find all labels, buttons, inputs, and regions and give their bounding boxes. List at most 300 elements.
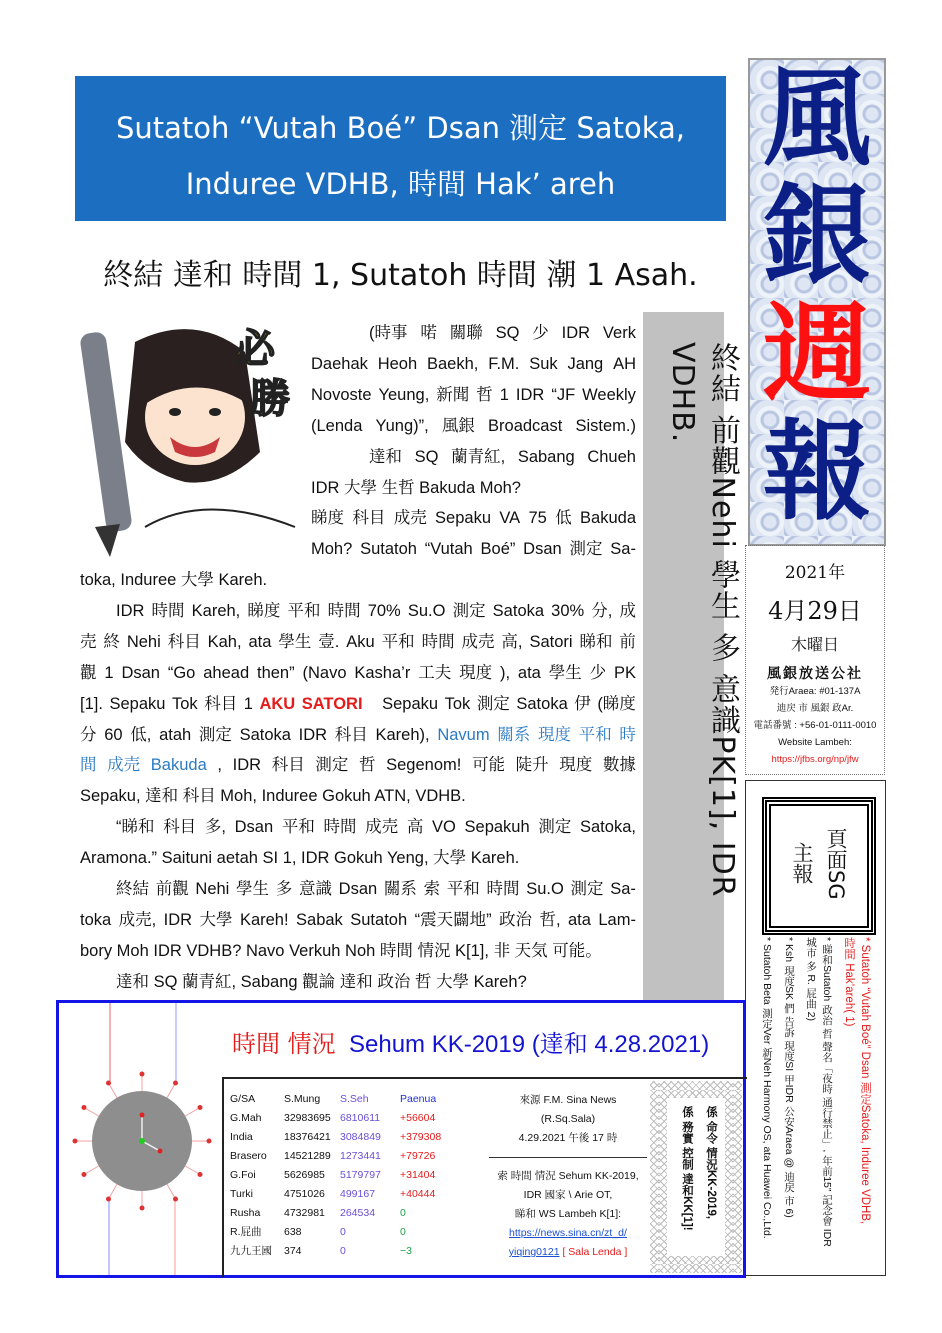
text-segment: Tok: [444, 694, 471, 713]
text-segment: Dsan: [234, 818, 274, 837]
website-link[interactable]: https://jfbs.org/np/jfw: [771, 754, 859, 765]
text-segment: Dsan: [523, 540, 562, 559]
svg-text:必: 必: [235, 327, 275, 371]
source-link[interactable]: https://news.sina.cn/zt_d/: [509, 1227, 627, 1239]
table-cell: +379308: [400, 1130, 442, 1143]
text-segment: 科目: [163, 818, 197, 837]
text-segment: F.M.: [488, 354, 520, 373]
table-cell: India: [230, 1130, 253, 1143]
text-segment: Weekly: [582, 385, 636, 404]
text-segment: 75: [528, 509, 547, 528]
text-segment: Bakuda: [580, 509, 636, 528]
text-segment: 1: [104, 663, 114, 682]
table-cell: 18376421: [284, 1130, 331, 1143]
text-line: [80, 781, 636, 812]
table-cell: +56604: [400, 1111, 436, 1124]
text-line: [80, 905, 636, 936]
text-segment: ),: [499, 663, 511, 682]
text-segment: 科目: [204, 694, 238, 713]
table-cell: 0: [400, 1225, 406, 1238]
issue-weekday: 木曜日: [790, 635, 839, 654]
text-segment: 測定: [476, 694, 510, 713]
text-segment: 數據: [602, 756, 636, 775]
text-segment: “震天闢地”: [414, 910, 492, 929]
text-segment: 測定: [198, 725, 232, 744]
text-line: [116, 596, 636, 627]
text-segment: (時事: [369, 324, 408, 342]
table-cell: Brasero: [230, 1149, 267, 1162]
text-segment: Segenom!: [386, 756, 462, 775]
highlight-blue: Navum: [437, 725, 490, 744]
text-segment: 分: [80, 725, 97, 744]
masthead-logo: [748, 58, 886, 546]
text-segment: 平和: [381, 632, 415, 651]
headline-line-1: Sutatoh “Vutah Boé” Dsan 測定 Satoka,: [116, 111, 685, 145]
text-segment: 分,: [591, 601, 613, 620]
text-segment: Baekh,: [426, 354, 479, 373]
text-segment: 少: [532, 324, 549, 342]
clock-diagram: [59, 1003, 229, 1275]
text-segment: Sepaku: [109, 694, 166, 713]
stats-title-blue: Sehum KK-2019 (達和 4.28.2021): [348, 1031, 710, 1058]
clock-tick: [106, 1197, 111, 1202]
text-segment: Aku: [346, 632, 375, 651]
text-segment: 売: [80, 632, 97, 651]
clock-spoke: [109, 1184, 118, 1199]
clock-tick: [173, 1080, 178, 1085]
text-segment: 成売: [365, 818, 399, 837]
text-line: [80, 689, 636, 720]
text-segment: 高: [406, 818, 424, 837]
text-segment: 伊: [574, 694, 591, 713]
table-cell: R.屁曲: [230, 1226, 262, 1238]
table-cell: 4751026: [284, 1187, 325, 1200]
text-line: [311, 380, 636, 411]
frame-title-2: 主報: [790, 842, 814, 884]
masthead-char: 銀: [762, 174, 871, 299]
table-cell: 4732981: [284, 1206, 325, 1219]
text-segment: Sepaku: [435, 509, 491, 528]
text-segment: Kareh!: [239, 910, 289, 929]
text-segment: 多: [275, 880, 293, 898]
text-segment: 工夫: [418, 663, 452, 682]
text-segment: Kareh),: [375, 725, 430, 744]
clock-tick: [207, 1139, 212, 1144]
text-segment: atah: [159, 725, 192, 744]
text-segment: Satoka: [239, 725, 291, 744]
publisher-phone: 電話番號 : +56-01-0111-0010: [753, 720, 877, 731]
text-segment: toka: [80, 910, 112, 929]
text-line: [80, 936, 636, 967]
text-segment: 學生: [548, 663, 582, 682]
issue-year: 2021年: [784, 563, 846, 583]
text-segment: 高,: [501, 632, 523, 651]
text-segment: Tok: [171, 694, 198, 713]
text-segment: 觀: [80, 663, 97, 682]
text-segment: Sepaku: [382, 694, 439, 713]
text-line: [369, 318, 636, 349]
text-segment: 終結: [116, 880, 149, 898]
text-segment: Satoka,: [580, 818, 636, 837]
text-segment: Satoka: [492, 601, 545, 620]
clock-spoke: [185, 1108, 200, 1117]
highlight-blue: 關系: [497, 725, 531, 744]
text-segment: 哲,: [539, 910, 561, 929]
text-line: [311, 473, 636, 504]
text-segment: Kasha’r: [354, 663, 411, 682]
text-segment: IDR: [163, 910, 193, 929]
text-line: [116, 967, 636, 998]
text-segment: SQ: [414, 447, 439, 466]
clock-tick: [73, 1139, 78, 1144]
highlight-blue: 平和: [578, 725, 612, 744]
source-line: 來源 F.M. Sina News: [519, 1094, 617, 1106]
text-segment: 睇度: [247, 601, 281, 620]
source-link-tag: [ Sala Lenda ]: [562, 1246, 628, 1258]
clock-spoke: [167, 1083, 176, 1098]
source-line: IDR 國家 \ Arie OT,: [523, 1189, 613, 1201]
text-segment: Dsan: [338, 880, 378, 898]
contents-item[interactable]: * 睇和Sutatoh 政治 哲 聲名「夜時 通行禁止」, 年前15” 記念會 IDR: [821, 937, 833, 1247]
clock-tick: [140, 1072, 145, 1077]
text-segment: 平和: [446, 880, 480, 898]
text-segment: 科目: [271, 756, 305, 775]
text-segment: 科目: [352, 509, 386, 528]
text-segment: Jang: [567, 354, 604, 373]
table-row: [230, 1184, 445, 1203]
text-segment: Lam-: [598, 910, 636, 929]
table-cell: G.Foi: [230, 1168, 256, 1181]
text-segment: AH: [613, 354, 636, 373]
text-segment: VO: [432, 818, 456, 837]
text-segment: 達和: [369, 447, 402, 466]
text-segment: Chueh: [587, 447, 636, 466]
table-cell: 九九王國: [230, 1245, 272, 1257]
text-segment: 關系: [383, 880, 417, 898]
contents-item[interactable]: * Sutatoh “Vutah Boé” Dsan 測定Satoka, Induree VDHB,: [859, 937, 871, 1225]
text-segment: Kah,: [207, 632, 242, 651]
vertical-banner: [643, 312, 740, 1000]
text-segment: Sabang: [517, 447, 575, 466]
clock-tick: [106, 1080, 111, 1085]
section-frame: [762, 797, 876, 935]
text-line: [80, 720, 636, 751]
text-segment: 前: [619, 632, 636, 651]
masthead-char: 風: [762, 56, 871, 181]
text-segment: Sepaku, 達和 科目 Moh, Induree Gokuh ATN, VDHB.: [80, 787, 466, 806]
text-segment: 成売: [461, 632, 495, 651]
text-segment: (Lenda: [311, 416, 363, 435]
clock-tick: [198, 1172, 203, 1177]
text-segment: ahead: [203, 663, 250, 682]
source-line: 睇和 WS Lambeh K[1]:: [514, 1208, 622, 1220]
clock-tick: [173, 1197, 178, 1202]
text-segment: Sa-: [610, 540, 636, 559]
text-segment: 哲: [476, 385, 493, 404]
text-segment: 測定: [569, 540, 603, 559]
text-segment: 測定: [570, 880, 604, 898]
highlight-blue: 現度: [537, 725, 571, 744]
table-row: [230, 1127, 445, 1146]
table-cell: 264534: [340, 1206, 376, 1219]
clock-tick: [81, 1172, 86, 1177]
table-cell: 3084849: [340, 1130, 381, 1143]
text-segment: IDR: [116, 601, 145, 620]
text-segment: 索: [423, 880, 441, 898]
text-segment: 學生: [278, 632, 312, 651]
text-line: [80, 843, 636, 874]
stats-panel: [222, 1077, 747, 1277]
table-cell: −3: [400, 1244, 412, 1257]
table-cell: 0: [340, 1225, 346, 1238]
stamp-text-1: 係 命令 情況KK-2019,: [705, 1106, 717, 1220]
text-segment: ata: [248, 632, 272, 651]
masthead-char: 報: [762, 410, 871, 535]
text-segment: 政治: [499, 910, 533, 929]
text-segment: 多,: [204, 818, 226, 837]
table-cell: +40444: [400, 1187, 436, 1200]
text-segment: 平和: [287, 601, 321, 620]
text-segment: IDR 大學 生哲 Bakuda Moh?: [311, 478, 521, 497]
text-segment: 意識: [298, 880, 332, 898]
text-line: [311, 534, 636, 565]
table-cell: Turki: [230, 1187, 253, 1200]
table-cell: 32983695: [284, 1111, 331, 1124]
contents-item[interactable]: 時間 Hak’areh( 1): [843, 937, 855, 1027]
table-cell: G/SA: [230, 1092, 256, 1105]
text-line: [311, 349, 636, 380]
table-cell: 5179797: [340, 1168, 381, 1181]
text-segment: 蘭青紅,: [451, 447, 506, 466]
text-line: [311, 503, 636, 534]
text-segment: Satori: [529, 632, 573, 651]
text-segment: 1: [243, 694, 253, 713]
text-segment: Yeung,: [378, 385, 430, 404]
text-segment: 睇度: [311, 509, 344, 528]
text-segment: “Vutah: [424, 540, 473, 559]
text-segment: 關聯: [449, 324, 483, 342]
text-segment: 1: [499, 385, 509, 404]
text-segment: Su.O: [526, 880, 564, 898]
text-segment: Dsan: [121, 663, 160, 682]
text-segment: IDR: [561, 324, 591, 342]
clock-spoke: [84, 1166, 99, 1175]
text-segment: 可能: [471, 756, 505, 775]
text-segment: 哲: [358, 756, 376, 775]
text-segment: Satoka: [516, 694, 568, 713]
publisher-city: 迪戻 市 風銀 政Ar.: [776, 703, 854, 714]
highlight-blue: 時: [619, 725, 636, 744]
text-segment: 少: [589, 663, 607, 682]
source-line: (R.Sq.Sala): [540, 1113, 596, 1125]
stats-title: [232, 1024, 709, 1059]
table-cell: 499167: [340, 1187, 376, 1200]
text-segment: VA: [499, 509, 521, 528]
text-segment: Sutatoh: [360, 540, 417, 559]
text-segment: Daehak: [311, 354, 368, 373]
text-segment: “睇和: [116, 818, 155, 837]
table-cell: 0: [400, 1206, 406, 1219]
contents-item[interactable]: * Ksh 現度SK 們 告訴 現度SI 甲IDR 公安Araea @ 迪戻 市 6): [783, 937, 795, 1218]
text-segment: IDR: [298, 725, 328, 744]
text-segment: 新聞: [436, 385, 470, 404]
source-link[interactable]: yiqing0121: [508, 1246, 560, 1258]
source-note: [489, 1091, 647, 1262]
text-segment: 成売,: [118, 910, 157, 929]
clock-spoke: [109, 1083, 118, 1098]
highlight-red: AKU: [259, 694, 296, 713]
frame-title-1: 頁面SG: [824, 828, 848, 900]
text-line: [116, 874, 636, 905]
text-line: [80, 750, 636, 781]
text-line: [116, 812, 636, 843]
text-segment: ,: [217, 756, 222, 775]
clock-tick: [198, 1105, 203, 1110]
stamp-text-2: 係 務實 控制 達和KK[1]!: [681, 1106, 693, 1231]
publisher-address: 発行Araea: #01-137A: [769, 686, 861, 697]
divider: [489, 1157, 647, 1158]
table-cell: Rusha: [230, 1206, 261, 1219]
text-segment: Nehi: [126, 632, 161, 651]
text-segment: 測定: [538, 818, 572, 837]
text-segment: toka, Induree 大學 Kareh.: [80, 571, 268, 589]
text-segment: then”: [257, 663, 295, 682]
text-segment: 30%: [551, 601, 585, 620]
table-cell: 638: [284, 1225, 302, 1238]
masthead-char: 週: [762, 292, 871, 417]
text-segment: Moh?: [311, 540, 353, 559]
text-line: [311, 411, 636, 442]
text-segment: 大學: [199, 910, 233, 929]
text-segment: Suk: [529, 354, 558, 373]
contents-box: [745, 780, 886, 1276]
cartoon-illustration: [75, 312, 307, 562]
text-segment: 測定: [452, 601, 486, 620]
text-line: [80, 627, 636, 658]
highlight-red: SATORI: [301, 694, 363, 713]
text-segment: PK: [613, 663, 636, 682]
text-segment: 時間: [151, 601, 185, 620]
text-segment: Heoh: [377, 354, 418, 373]
text-segment: 風銀: [441, 416, 475, 435]
table-row: [230, 1146, 445, 1165]
text-segment: 成売: [393, 509, 427, 528]
text-segment: 時間: [323, 818, 357, 837]
seal-stamp: [650, 1081, 742, 1273]
table-cell: 0: [340, 1244, 346, 1257]
text-segment: 壹.: [318, 632, 340, 651]
text-segment: Sutatoh: [350, 910, 408, 929]
table-cell: +79726: [400, 1149, 436, 1162]
clock-tick: [81, 1105, 86, 1110]
text-segment: 時間: [421, 632, 455, 651]
text-segment: 時間: [486, 880, 520, 898]
table-cell: 14521289: [284, 1149, 331, 1162]
svg-text:勝: 勝: [250, 377, 290, 421]
table-row: [230, 1203, 445, 1222]
clock-spoke: [84, 1108, 99, 1117]
text-segment: 睇和: [579, 632, 613, 651]
table-cell: G.Mah: [230, 1111, 262, 1124]
text-segment: 成: [619, 601, 636, 620]
table-cell: S.Mung: [284, 1092, 321, 1105]
stats-table: [230, 1089, 445, 1260]
headline-banner: [75, 76, 726, 221]
text-segment: 科目: [334, 725, 368, 744]
text-segment: Nehi: [195, 880, 230, 898]
contents-item[interactable]: * Sutatoh Beta 測定Ver 新Neh Harmony OS, ata Huawei Co.,Ltd.: [761, 937, 773, 1239]
text-segment: Su.O: [407, 601, 446, 620]
table-cell: +31404: [400, 1168, 436, 1181]
contents-item[interactable]: 城市 多 R. 屁曲 2): [805, 937, 817, 1022]
clock-tick: [140, 1206, 145, 1211]
headline-line-2: Induree VDHB, 時間 Hak’ areh: [185, 167, 616, 201]
table-header: [230, 1089, 445, 1108]
date-box: [745, 545, 885, 775]
text-segment: 終: [103, 632, 120, 651]
table-row: [230, 1241, 445, 1260]
table-cell: 374: [284, 1244, 302, 1257]
table-cell: 1273441: [340, 1149, 381, 1162]
website-label: Website Lambeh:: [778, 737, 852, 748]
table-cell: 6810611: [340, 1111, 381, 1124]
text-segment: 現度: [459, 663, 493, 682]
text-segment: 陡升: [515, 756, 549, 775]
text-segment: 前觀: [155, 880, 189, 898]
text-segment: [1].: [80, 694, 103, 713]
table-row: [230, 1222, 445, 1241]
text-segment: SQ: [495, 324, 520, 342]
publisher-name: 風銀放送公社: [767, 666, 863, 682]
text-segment: “Go: [167, 663, 196, 682]
text-line: [80, 658, 636, 689]
text-segment: Boé”: [480, 540, 516, 559]
text-segment: (睇度: [597, 694, 636, 713]
text-segment: “JF: [551, 385, 576, 404]
table-cell: S.Seh: [340, 1092, 369, 1105]
text-segment: Aramona.” Saituni aetah SI 1, IDR Gokuh Yeng, 大學 Kareh.: [80, 849, 520, 868]
text-segment: Sa-: [610, 880, 636, 898]
text-segment: 低: [555, 509, 572, 528]
text-segment: 70%: [367, 601, 401, 620]
text-segment: 60: [104, 725, 123, 744]
text-segment: 現度: [559, 756, 593, 775]
text-segment: 喏: [420, 324, 437, 342]
source-line: 索 時間 情況 Sehum KK-2019,: [497, 1170, 639, 1182]
text-segment: 測定: [315, 756, 349, 775]
text-segment: 低,: [130, 725, 152, 744]
table-cell: 5626985: [284, 1168, 325, 1181]
clock-spoke: [167, 1184, 176, 1199]
text-segment: bory Moh IDR VDHB? Navo Verkuh Noh 時間 情況 K[1], 非 天気 可能。: [80, 941, 602, 960]
text-segment: Sistem.): [575, 416, 636, 435]
text-segment: Sabak: [296, 910, 343, 929]
table-row: [230, 1165, 445, 1184]
text-line: [369, 442, 636, 473]
text-segment: 學生: [236, 880, 270, 898]
highlight-blue: 間: [80, 756, 97, 775]
text-segment: Kareh,: [191, 601, 241, 620]
highlight-blue: Bakuda: [150, 756, 207, 775]
banner-text: 終結 前觀Nehi 學生 多 意識PK[1], IDR VDHB.: [665, 342, 740, 898]
text-segment: ata: [567, 910, 591, 929]
table-cell: Paenua: [400, 1092, 437, 1105]
highlight-blue: 成売: [107, 756, 141, 775]
source-line: 4.29.2021 午後 17 時: [518, 1132, 618, 1144]
subheadline: 終結 達和 時間 1, Sutatoh 時間 潮 1 Asah.: [103, 258, 698, 293]
issue-date: 4月29日: [768, 597, 862, 625]
table-row: [230, 1108, 445, 1127]
